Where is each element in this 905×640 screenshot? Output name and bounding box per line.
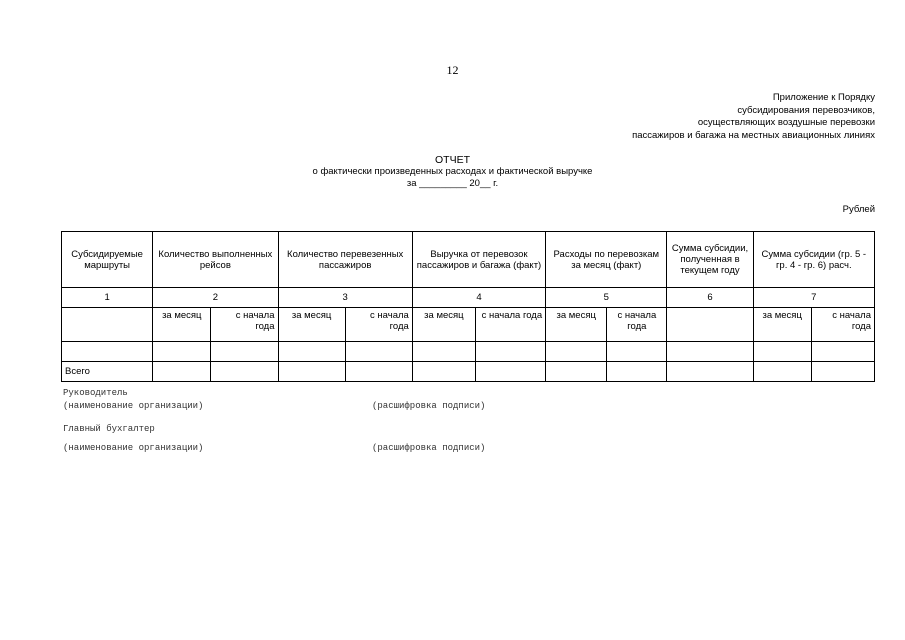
header-row: [62, 232, 875, 288]
empty-cell: [412, 342, 475, 362]
appendix-note: [632, 92, 875, 142]
subheader-month: за месяц: [153, 308, 211, 342]
subheader-row: [62, 308, 875, 342]
empty-cell: [153, 342, 211, 362]
subheader-month: за месяц: [278, 308, 345, 342]
empty-cell: [475, 362, 545, 382]
subheader-ytd: с начала года: [811, 308, 874, 342]
empty-cell: [811, 342, 874, 362]
total-label: Всего: [62, 362, 153, 382]
column-number: 6: [667, 288, 753, 308]
empty-cell: [211, 362, 278, 382]
empty-cell: [278, 362, 345, 382]
header-cell-flights: Количество выполненных рейсов: [153, 232, 278, 288]
subheader-month: за месяц: [753, 308, 811, 342]
header-cell-expenses: Расходы по перевозкам за месяц (факт): [546, 232, 667, 288]
report-period: за _________ 20__ г.: [406, 178, 499, 189]
report-title: ОТЧЕТ: [435, 154, 470, 166]
empty-cell: [62, 308, 153, 342]
column-number: 5: [546, 288, 667, 308]
empty-cell: [62, 342, 153, 362]
empty-cell: [607, 342, 667, 362]
header-cell-received-subsidy: Сумма субсидии, полученная в текущем году: [667, 232, 753, 288]
empty-cell: [667, 362, 753, 382]
subheader-ytd: с начала года: [607, 308, 667, 342]
empty-cell: [753, 342, 811, 362]
table-row: [62, 342, 875, 362]
empty-cell: [211, 342, 278, 362]
empty-cell: [345, 362, 412, 382]
header-cell-revenue: Выручка от перевозок пассажиров и багажа (факт): [412, 232, 545, 288]
column-number: 4: [412, 288, 545, 308]
column-number: 3: [278, 288, 412, 308]
report-subtitle: о фактически произведенных расходах и фактической выручке: [312, 166, 593, 177]
header-cell-subsidy-calc: Сумма субсидии (гр. 5 - гр. 4 - гр. 6) расч.: [753, 232, 874, 288]
empty-cell: [667, 308, 753, 342]
empty-cell: [753, 362, 811, 382]
signature-org-1: (наименование организации): [63, 401, 204, 411]
subheader-ytd: с начала года: [475, 308, 545, 342]
signature-head: Руководитель: [63, 388, 128, 398]
header-cell-routes: Субсидируемые маршруты: [62, 232, 153, 288]
empty-cell: [546, 362, 607, 382]
appendix-line: Приложение к Порядку: [772, 92, 875, 103]
signature-accountant: Главный бухгалтер: [63, 424, 155, 434]
subheader-month: за месяц: [412, 308, 475, 342]
subheader-month: за месяц: [546, 308, 607, 342]
empty-cell: [345, 342, 412, 362]
empty-cell: [153, 362, 211, 382]
signature-decode-2: (расшифровка подписи): [372, 443, 486, 453]
empty-cell: [607, 362, 667, 382]
subheader-ytd: с начала года: [211, 308, 278, 342]
appendix-line: осуществляющих воздушные перевозки: [697, 117, 875, 128]
signature-decode-1: (расшифровка подписи): [372, 401, 486, 411]
column-number: 2: [153, 288, 278, 308]
column-number-row: [62, 288, 875, 308]
header-cell-passengers: Количество перевезенных пассажиров: [278, 232, 412, 288]
empty-cell: [412, 362, 475, 382]
empty-cell: [811, 362, 874, 382]
empty-cell: [546, 342, 607, 362]
column-number: 1: [62, 288, 153, 308]
report-heading: [0, 154, 905, 190]
empty-cell: [278, 342, 345, 362]
column-number: 7: [753, 288, 874, 308]
total-row: [62, 362, 875, 382]
currency-label: Рублей: [842, 204, 875, 215]
page-number: 12: [446, 63, 459, 77]
empty-cell: [667, 342, 753, 362]
appendix-line: субсидирования перевозчиков,: [737, 104, 875, 116]
empty-cell: [475, 342, 545, 362]
subheader-ytd: с начала года: [345, 308, 412, 342]
signature-org-2: (наименование организации): [63, 443, 204, 453]
appendix-line: пассажиров и багажа на местных авиационных линиях: [632, 129, 875, 141]
report-table: [61, 231, 875, 382]
